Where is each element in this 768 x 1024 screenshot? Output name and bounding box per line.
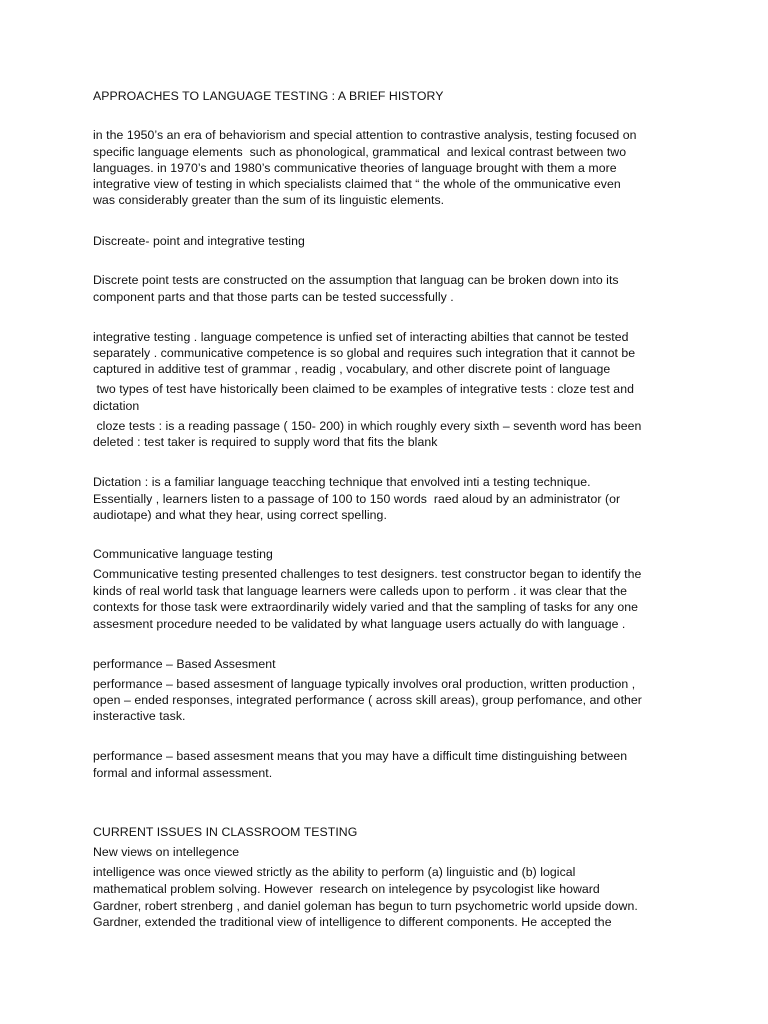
document-title: APPROACHES TO LANGUAGE TESTING : A BRIEF HISTORY [93, 89, 444, 103]
paragraph-line: assesment procedure needed to be validated by what language users actually do with language . [93, 617, 626, 631]
section-heading: Discreate- point and integrative testing [93, 234, 305, 248]
paragraph-line: Gardner, robert strenberg , and daniel goleman has begun to turn psychometric world upside down. [93, 899, 638, 913]
paragraph-line: dictation [93, 399, 140, 413]
paragraph-line: two types of test have historically been claimed to be examples of integrative tests : cloze test and [93, 382, 634, 396]
section-heading: performance – Based Assesment [93, 657, 276, 671]
paragraph-line: mathematical problem solving. However research on intelegence by psycologist like howard [93, 882, 600, 896]
paragraph-line: formal and informal assessment. [93, 766, 273, 780]
section-heading: CURRENT ISSUES IN CLASSROOM TESTING [93, 825, 358, 839]
paragraph-line: contexts for those task were extraordinarily widely varied and that the sampling of tasks for any one [93, 600, 639, 614]
paragraph-line: performance – based assesment of language typically involves oral production, written production , [93, 677, 636, 691]
paragraph-line: Essentially , learners listen to a passage of 100 to 150 words raed aloud by an administrator (or [93, 492, 621, 506]
paragraph-line: specific language elements such as phonological, grammatical and lexical contrast between two [93, 145, 627, 159]
paragraph-line: separately . communicative competence is so global and requires such integration that it cannot be [93, 346, 636, 360]
paragraph-line: deleted : test taker is required to supply word that fits the blank [93, 435, 438, 449]
paragraph-line: cloze tests : is a reading passage ( 150- 200) in which roughly every sixth – seventh word has been [93, 419, 642, 433]
paragraph-line: integrative view of testing in which specialists claimed that “ the whole of the ommunicative even [93, 177, 621, 191]
paragraph-line: was considerably greater than the sum of its linguistic elements. [93, 193, 445, 207]
paragraph-line: Communicative testing presented challenges to test designers. test constructor began to identify the [93, 567, 642, 581]
paragraph-line: insteractive task. [93, 709, 186, 723]
paragraph-line: kinds of real world task that language learners were calleds upon to perform . it was clear that the [93, 584, 628, 598]
paragraph-line: Dictation : is a familiar language teacching technique that envolved inti a testing technique. [93, 475, 591, 489]
paragraph-line: performance – based assesment means that you may have a difficult time distinguishing between [93, 749, 628, 763]
paragraph-line: audiotape) and what they hear, using correct spelling. [93, 508, 387, 522]
paragraph-line: Discrete point tests are constructed on the assumption that languag can be broken down into its [93, 273, 619, 287]
paragraph-line: component parts and that those parts can be tested successfully . [93, 290, 454, 304]
paragraph-line: open – ended responses, integrated performance ( across skill areas), group perfomance, and other [93, 693, 642, 707]
paragraph-line: languages. in 1970’s and 1980’s communicative theories of language brought with them a more [93, 161, 617, 175]
paragraph-line: intelligence was once viewed strictly as the ability to perform (a) linguistic and (b) logical [93, 865, 576, 879]
section-heading: Communicative language testing [93, 547, 273, 561]
section-heading: New views on intellegence [93, 845, 240, 859]
paragraph-line: integrative testing . language competence is unfied set of interacting abilties that cannot be tested [93, 330, 629, 344]
paragraph-line: Gardner, extended the traditional view of intelligence to different components. He accepted the [93, 915, 612, 929]
paragraph-line: in the 1950’s an era of behaviorism and special attention to contrastive analysis, testing focused on [93, 128, 637, 142]
paragraph-line: captured in additive test of grammar , readig , vocabulary, and other discrete point of language [93, 362, 611, 376]
